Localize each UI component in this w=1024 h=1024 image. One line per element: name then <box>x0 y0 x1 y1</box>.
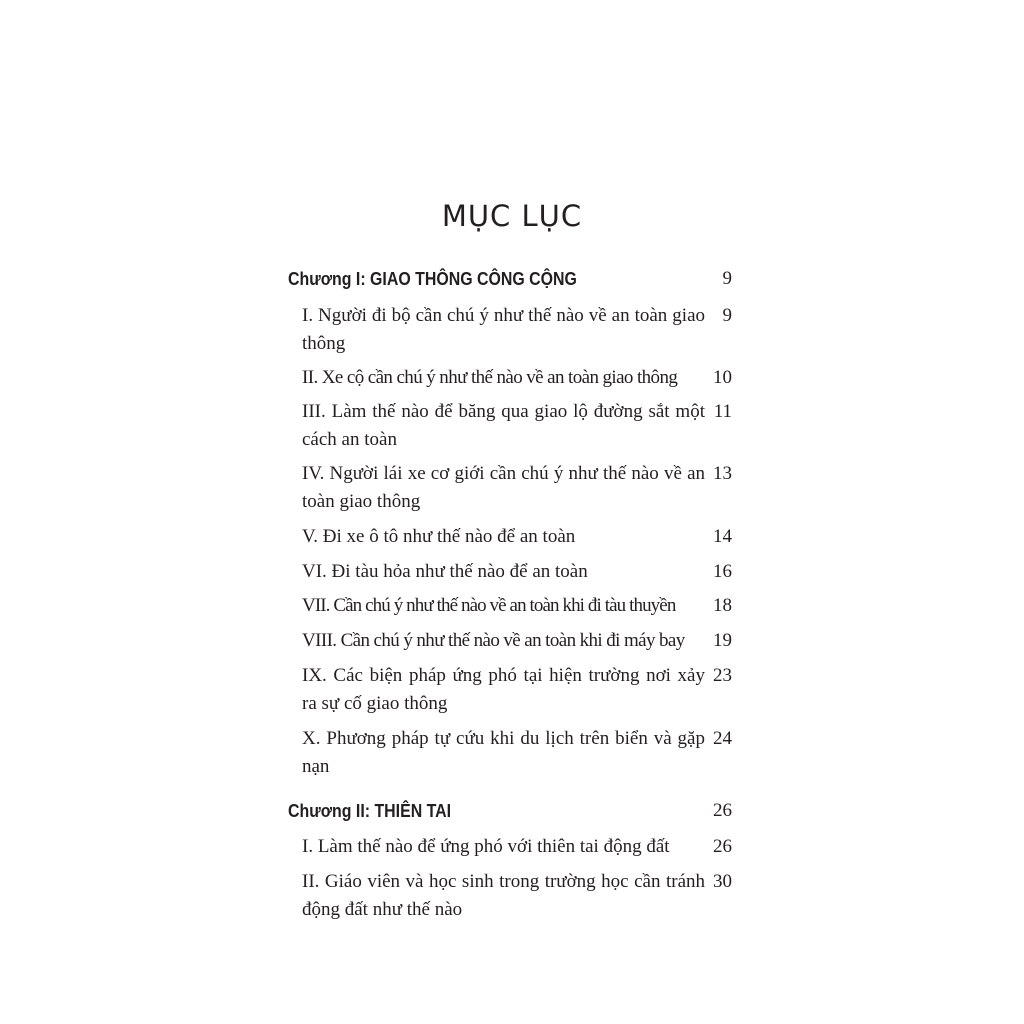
toc-entry-title: VI. Đi tàu hỏa như thế nào để an toàn <box>302 561 588 582</box>
toc-entry-page-number: 19 <box>713 630 732 651</box>
toc-entry-page-number: 26 <box>713 836 732 857</box>
toc-entry-title: X. Phương pháp tự cứu khi du lịch trên biển và gặp nạn <box>302 728 705 777</box>
toc-entry-title: II. Giáo viên và học sinh trong trường học cần tránh động đất như thế nào <box>302 871 705 920</box>
toc-entry-page-number: 14 <box>713 526 732 547</box>
toc-entry-title: I. Người đi bộ cần chú ý như thế nào về an toàn giao thông <box>302 305 705 354</box>
toc-entry-title: V. Đi xe ô tô như thế nào để an toàn <box>302 526 576 547</box>
toc-entry-page-number: 9 <box>722 305 732 326</box>
toc-entry-title: VII. Cần chú ý như thế nào về an toàn khi đi tàu thuyền <box>302 595 676 616</box>
toc-entry-page-number: 18 <box>713 595 732 616</box>
toc-entry-page-number: 24 <box>713 728 732 749</box>
page-title: MỤC LỤC <box>441 199 583 233</box>
toc-entry-title: IV. Người lái xe cơ giới cần chú ý như thế nào về an toàn giao thông <box>302 463 705 512</box>
chapter-1-title: Chương I: GIAO THÔNG CÔNG CỘNG <box>288 268 577 289</box>
toc-entry-title: III. Làm thế nào để băng qua giao lộ đường sắt một cách an toàn <box>302 401 705 450</box>
toc-entry-page-number: 23 <box>713 665 732 686</box>
chapter-1-page-number: 9 <box>722 268 732 289</box>
toc-entry-title: II. Xe cộ cần chú ý như thế nào về an toàn giao thông <box>302 367 678 388</box>
toc-entry-title: IX. Các biện pháp ứng phó tại hiện trường nơi xảy ra sự cố giao thông <box>302 665 705 714</box>
toc-entry-page-number: 13 <box>713 463 732 484</box>
chapter-2-page-number: 26 <box>713 800 732 821</box>
chapter-2-title: Chương II: THIÊN TAI <box>288 800 452 821</box>
toc-entry-title: I. Làm thế nào để ứng phó với thiên tai động đất <box>302 836 670 857</box>
toc-entry-page-number: 30 <box>713 871 732 892</box>
table-of-contents <box>288 0 748 1024</box>
toc-entry-page-number: 11 <box>713 401 732 422</box>
toc-entry-title: VIII. Cần chú ý như thế nào về an toàn khi đi máy bay <box>302 630 685 651</box>
toc-entry-page-number: 10 <box>713 367 732 388</box>
toc-entry-page-number: 16 <box>713 561 732 582</box>
